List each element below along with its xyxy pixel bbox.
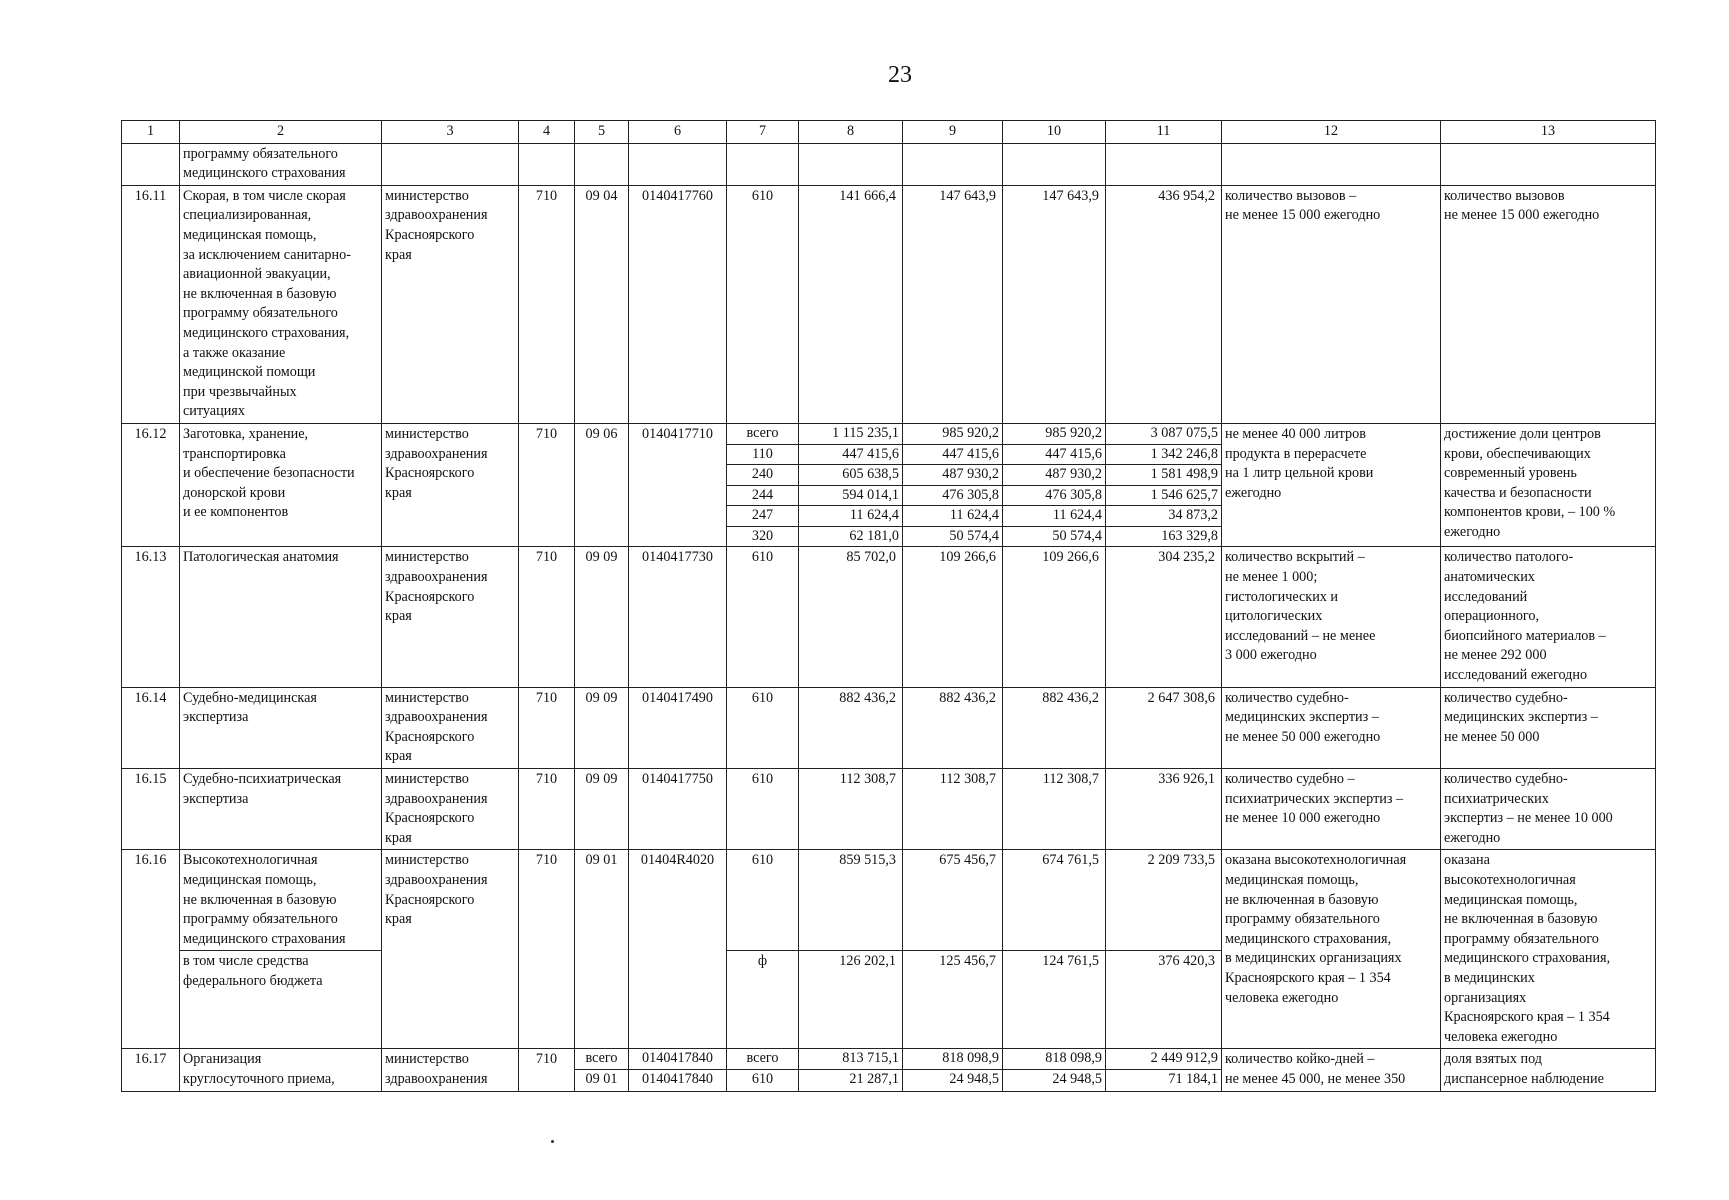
responsible-org: министерство здравоохранения Красноярского края xyxy=(382,547,519,687)
row-number: 16.15 xyxy=(122,769,180,850)
col-header-10: 10 xyxy=(1003,121,1106,144)
result-col13: доля взятых под диспансерное наблюдение xyxy=(1441,1049,1656,1091)
table-row-16-12 xyxy=(122,423,1656,444)
col-header-8: 8 xyxy=(799,121,903,144)
vr-code: 610 xyxy=(727,687,799,768)
csr-code: 0140417840 xyxy=(629,1049,727,1070)
vr-code: 610 xyxy=(727,850,799,951)
col-header-13: 13 xyxy=(1441,121,1656,144)
amount-col10: 882 436,2 xyxy=(1003,687,1106,768)
amount-col10: 124 761,5 xyxy=(1003,951,1106,1049)
amount-col11: 34 873,2 xyxy=(1106,506,1222,527)
amount-col8: 859 515,3 xyxy=(799,850,903,951)
result-col12: количество койко-дней – не менее 45 000, не менее 350 xyxy=(1222,1049,1441,1091)
col-header-3: 3 xyxy=(382,121,519,144)
amount-col8: 11 624,4 xyxy=(799,506,903,527)
amount-col11: 376 420,3 xyxy=(1106,951,1222,1049)
grbs-code: 710 xyxy=(519,423,575,547)
amount-col9: 675 456,7 xyxy=(903,850,1003,951)
responsible-org: министерство здравоохранения Красноярского края xyxy=(382,423,519,547)
amount-col10: 50 574,4 xyxy=(1003,526,1106,547)
amount-col11: 71 184,1 xyxy=(1106,1070,1222,1091)
amount-col11: 1 546 625,7 xyxy=(1106,485,1222,506)
amount-col8: 447 415,6 xyxy=(799,444,903,465)
col-header-7: 7 xyxy=(727,121,799,144)
row-number: 16.13 xyxy=(122,547,180,687)
amount-col8: 141 666,4 xyxy=(799,185,903,423)
measure-name: Судебно-психиатрическая экспертиза xyxy=(180,769,382,850)
table-row-continuation xyxy=(122,143,1656,185)
row-number: 16.11 xyxy=(122,185,180,423)
amount-col10: 476 305,8 xyxy=(1003,485,1106,506)
csr-code: 0140417760 xyxy=(629,185,727,423)
amount-col9: 818 098,9 xyxy=(903,1049,1003,1070)
rzpr-code: 09 06 xyxy=(575,423,629,547)
grbs-code: 710 xyxy=(519,185,575,423)
col-header-12: 12 xyxy=(1222,121,1441,144)
vr-code: ф xyxy=(727,951,799,1049)
amount-col10: 24 948,5 xyxy=(1003,1070,1106,1091)
amount-col11: 3 087 075,5 xyxy=(1106,423,1222,444)
amount-col10: 109 266,6 xyxy=(1003,547,1106,687)
amount-col9: 487 930,2 xyxy=(903,465,1003,486)
result-col13: достижение доли центров крови, обеспечивающих современный уровень качества и безопасности компонентов крови, – 100 % ежегодно xyxy=(1441,423,1656,547)
grbs-code: 710 xyxy=(519,850,575,1049)
result-col12: не менее 40 000 литров продукта в перерасчете на 1 литр цельной крови ежегодно xyxy=(1222,423,1441,547)
result-col12: оказана высокотехнологичная медицинская помощь, не включенная в базовую программу обязательного медицинского страхования, в медицинских организациях Красноярского края – 1 354 человека ежегодно xyxy=(1222,850,1441,1049)
table-row-16-14 xyxy=(122,687,1656,768)
csr-code: 01404R4020 xyxy=(629,850,727,1049)
responsible-org: министерство здравоохранения Красноярского края xyxy=(382,850,519,1049)
result-col13: количество вызовов не менее 15 000 ежегодно xyxy=(1441,185,1656,423)
vr-code: 610 xyxy=(727,547,799,687)
col-header-2: 2 xyxy=(180,121,382,144)
col-header-4: 4 xyxy=(519,121,575,144)
amount-col9: 985 920,2 xyxy=(903,423,1003,444)
col-header-11: 11 xyxy=(1106,121,1222,144)
table-row-16-16 xyxy=(122,850,1656,951)
amount-col9: 50 574,4 xyxy=(903,526,1003,547)
table-row-16-17 xyxy=(122,1049,1656,1070)
result-col13: количество судебно- медицинских экспертиз – не менее 50 000 xyxy=(1441,687,1656,768)
amount-col8: 62 181,0 xyxy=(799,526,903,547)
amount-col8: 882 436,2 xyxy=(799,687,903,768)
amount-col10: 447 415,6 xyxy=(1003,444,1106,465)
amount-col9: 447 415,6 xyxy=(903,444,1003,465)
result-col12: количество судебно- медицинских экспертиз – не менее 50 000 ежегодно xyxy=(1222,687,1441,768)
csr-code: 0140417750 xyxy=(629,769,727,850)
grbs-code: 710 xyxy=(519,769,575,850)
amount-col8: 112 308,7 xyxy=(799,769,903,850)
amount-col9: 112 308,7 xyxy=(903,769,1003,850)
responsible-org: министерство здравоохранения Красноярского края xyxy=(382,769,519,850)
amount-col10: 147 643,9 xyxy=(1003,185,1106,423)
col-header-5: 5 xyxy=(575,121,629,144)
csr-code: 0140417490 xyxy=(629,687,727,768)
grbs-code: 710 xyxy=(519,547,575,687)
vr-code: 610 xyxy=(727,1070,799,1091)
amount-col9: 147 643,9 xyxy=(903,185,1003,423)
amount-col8: 126 202,1 xyxy=(799,951,903,1049)
col-header-9: 9 xyxy=(903,121,1003,144)
amount-col11: 436 954,2 xyxy=(1106,185,1222,423)
responsible-org: министерство здравоохранения Красноярского края xyxy=(382,687,519,768)
rzpr-code: 09 09 xyxy=(575,687,629,768)
measure-name: Патологическая анатомия xyxy=(180,547,382,687)
vr-code: 610 xyxy=(727,185,799,423)
amount-col9: 476 305,8 xyxy=(903,485,1003,506)
result-col13: оказана высокотехнологичная медицинская помощь, не включенная в базовую программу обязательного медицинского страхования, в медицинских организациях Красноярского края – 1 354 человека ежегодно xyxy=(1441,850,1656,1049)
result-col13: количество патолого- анатомических исследований операционного, биопсийного материалов – не менее 292 000 исследований ежегодно xyxy=(1441,547,1656,687)
table-row-16-11 xyxy=(122,185,1656,423)
amount-col8: 813 715,1 xyxy=(799,1049,903,1070)
amount-col10: 818 098,9 xyxy=(1003,1049,1106,1070)
amount-col10: 487 930,2 xyxy=(1003,465,1106,486)
rzpr-code: 09 01 xyxy=(575,1070,629,1091)
amount-col10: 674 761,5 xyxy=(1003,850,1106,951)
csr-code: 0140417710 xyxy=(629,423,727,547)
measure-name: Организация круглосуточного приема, xyxy=(180,1049,382,1091)
amount-col11: 336 926,1 xyxy=(1106,769,1222,850)
responsible-org: министерство здравоохранения Красноярского края xyxy=(382,185,519,423)
measure-name: Судебно-медицинская экспертиза xyxy=(180,687,382,768)
amount-col11: 2 647 308,6 xyxy=(1106,687,1222,768)
amount-col8: 594 014,1 xyxy=(799,485,903,506)
vr-code: 610 xyxy=(727,769,799,850)
amount-col9: 109 266,6 xyxy=(903,547,1003,687)
rzpr-code: 09 09 xyxy=(575,547,629,687)
rzpr-code: всего xyxy=(575,1049,629,1070)
vr-code: 240 xyxy=(727,465,799,486)
table-row-16-15 xyxy=(122,769,1656,850)
budget-table xyxy=(121,120,1656,1092)
rzpr-code: 09 01 xyxy=(575,850,629,1049)
result-col12: количество вызовов – не менее 15 000 ежегодно xyxy=(1222,185,1441,423)
result-col12: количество судебно – психиатрических экспертиз – не менее 10 000 ежегодно xyxy=(1222,769,1441,850)
vr-code: всего xyxy=(727,423,799,444)
result-col12: количество вскрытий – не менее 1 000; гистологических и цитологических исследований – не менее 3 000 ежегодно xyxy=(1222,547,1441,687)
amount-col11: 1 342 246,8 xyxy=(1106,444,1222,465)
amount-col8: 605 638,5 xyxy=(799,465,903,486)
grbs-code: 710 xyxy=(519,1049,575,1091)
measure-name-federal: в том числе средства федерального бюджета xyxy=(180,951,382,1049)
amount-col10: 11 624,4 xyxy=(1003,506,1106,527)
row-number: 16.16 xyxy=(122,850,180,1049)
result-col13: количество судебно- психиатрических экспертиз – не менее 10 000 ежегодно xyxy=(1441,769,1656,850)
amount-col8: 1 115 235,1 xyxy=(799,423,903,444)
rzpr-code: 09 04 xyxy=(575,185,629,423)
responsible-org: министерство здравоохранения xyxy=(382,1049,519,1091)
csr-code: 0140417730 xyxy=(629,547,727,687)
col-header-1: 1 xyxy=(122,121,180,144)
scan-speck xyxy=(551,1140,554,1143)
amount-col9: 11 624,4 xyxy=(903,506,1003,527)
amount-col11: 1 581 498,9 xyxy=(1106,465,1222,486)
amount-col8: 21 287,1 xyxy=(799,1070,903,1091)
table-row-16-13 xyxy=(122,547,1656,687)
amount-col9: 125 456,7 xyxy=(903,951,1003,1049)
vr-code: 110 xyxy=(727,444,799,465)
vr-code: 320 xyxy=(727,526,799,547)
amount-col10: 112 308,7 xyxy=(1003,769,1106,850)
amount-col11: 304 235,2 xyxy=(1106,547,1222,687)
amount-col11: 2 449 912,9 xyxy=(1106,1049,1222,1070)
amount-col9: 24 948,5 xyxy=(903,1070,1003,1091)
page-number: 23 xyxy=(888,62,912,88)
amount-col11: 163 329,8 xyxy=(1106,526,1222,547)
measure-name: Скорая, в том числе скорая специализированная, медицинская помощь, за исключением санитарно- авиационной эвакуации, не включенная в базовую программу обязательного медицинского страхования, а также оказание медицинской помощи при чрезвычайных ситуациях xyxy=(180,185,382,423)
amount-col8: 85 702,0 xyxy=(799,547,903,687)
amount-col10: 985 920,2 xyxy=(1003,423,1106,444)
csr-code: 0140417840 xyxy=(629,1070,727,1091)
amount-col9: 882 436,2 xyxy=(903,687,1003,768)
continued-name: программу обязательного медицинского страхования xyxy=(180,143,382,185)
vr-code: 247 xyxy=(727,506,799,527)
measure-name: Заготовка, хранение, транспортировка и обеспечение безопасности донорской крови и ее компонентов xyxy=(180,423,382,547)
measure-name: Высокотехнологичная медицинская помощь, не включенная в базовую программу обязательного медицинского страхования xyxy=(180,850,382,951)
rzpr-code: 09 09 xyxy=(575,769,629,850)
row-number: 16.14 xyxy=(122,687,180,768)
col-header-6: 6 xyxy=(629,121,727,144)
amount-col11: 2 209 733,5 xyxy=(1106,850,1222,951)
header-row xyxy=(122,121,1656,144)
row-number: 16.17 xyxy=(122,1049,180,1091)
vr-code: всего xyxy=(727,1049,799,1070)
row-number: 16.12 xyxy=(122,423,180,547)
vr-code: 244 xyxy=(727,485,799,506)
grbs-code: 710 xyxy=(519,687,575,768)
